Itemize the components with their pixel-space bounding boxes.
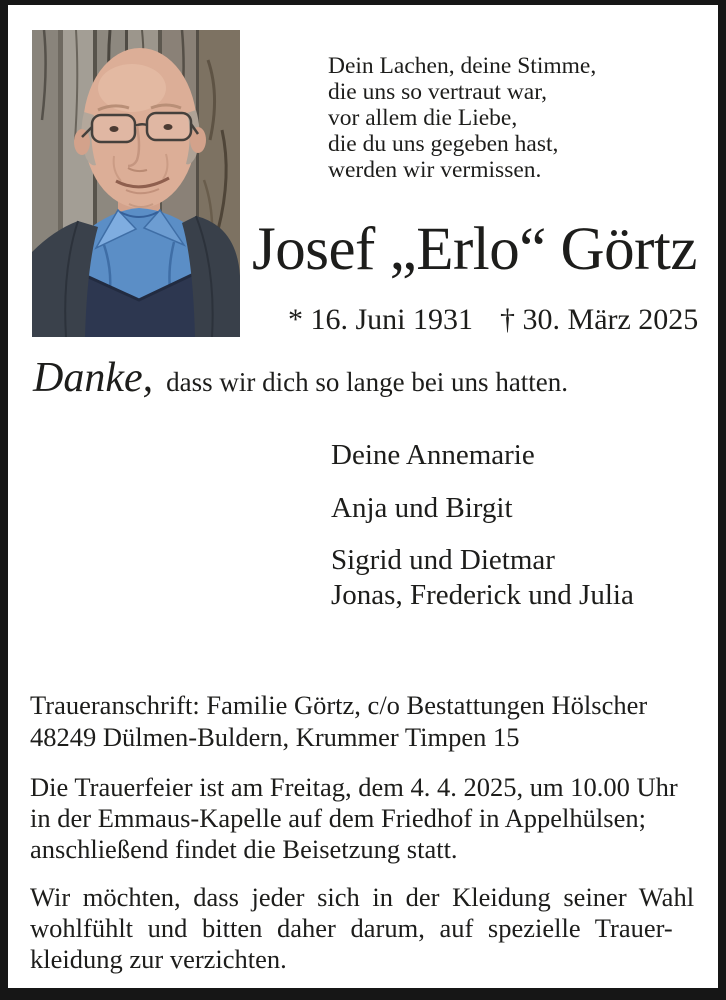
address-line: 48249 Dülmen-Buldern, Krummer Timpen 15 <box>30 722 520 752</box>
poem-line: die uns so vertraut war, <box>328 79 547 105</box>
service-line: anschließend findet die Beisetzung statt. <box>30 834 458 864</box>
thanks-lead: Danke, <box>33 355 154 401</box>
mourning-address <box>30 689 706 753</box>
portrait-photo <box>32 30 240 337</box>
life-dates <box>288 303 698 337</box>
birth-date: * 16. Juni 1931 <box>288 303 474 336</box>
mourner-line: Anja und Birgit <box>331 492 513 524</box>
death-date: † 30. März 2025 <box>500 303 699 336</box>
poem-line: die du uns gegeben hast, <box>328 131 559 157</box>
mourner-line: Sigrid und Dietmar <box>331 544 555 576</box>
portrait-photo-graphic <box>32 30 240 337</box>
dress-note-line: kleidung zur verzichten. <box>30 944 287 974</box>
thanks-line <box>33 354 568 402</box>
mourner-line: Deine Annemarie <box>331 439 535 471</box>
mourner-line: Jonas, Frederick und Julia <box>331 579 634 611</box>
dress-note-line: Wir möchten, dass jeder sich in der Kleidung seiner Wahl <box>30 882 695 912</box>
deceased-name: Josef „Erlo“ Görtz <box>252 216 697 283</box>
poem-line: Dein Lachen, deine Stimme, <box>328 53 597 79</box>
funeral-service-info <box>30 772 706 865</box>
dress-note-line: wohlfühlt und bitten daher darum, auf spezielle Trauer- <box>30 913 673 943</box>
poem-line: vor allem die Liebe, <box>328 105 518 131</box>
memorial-poem <box>328 53 596 183</box>
service-line: Die Trauerfeier ist am Freitag, dem 4. 4. 2025, um 10.00 Uhr <box>30 772 678 802</box>
service-line: in der Emmaus-Kapelle auf dem Friedhof in Appelhülsen; <box>30 803 646 833</box>
poem-line: werden wir vermissen. <box>328 157 542 183</box>
address-line: Traueranschrift: Familie Görtz, c/o Bestattungen Hölscher <box>30 690 648 720</box>
dress-code-note <box>30 882 706 975</box>
thanks-text: dass wir dich so lange bei uns hatten. <box>166 367 569 397</box>
